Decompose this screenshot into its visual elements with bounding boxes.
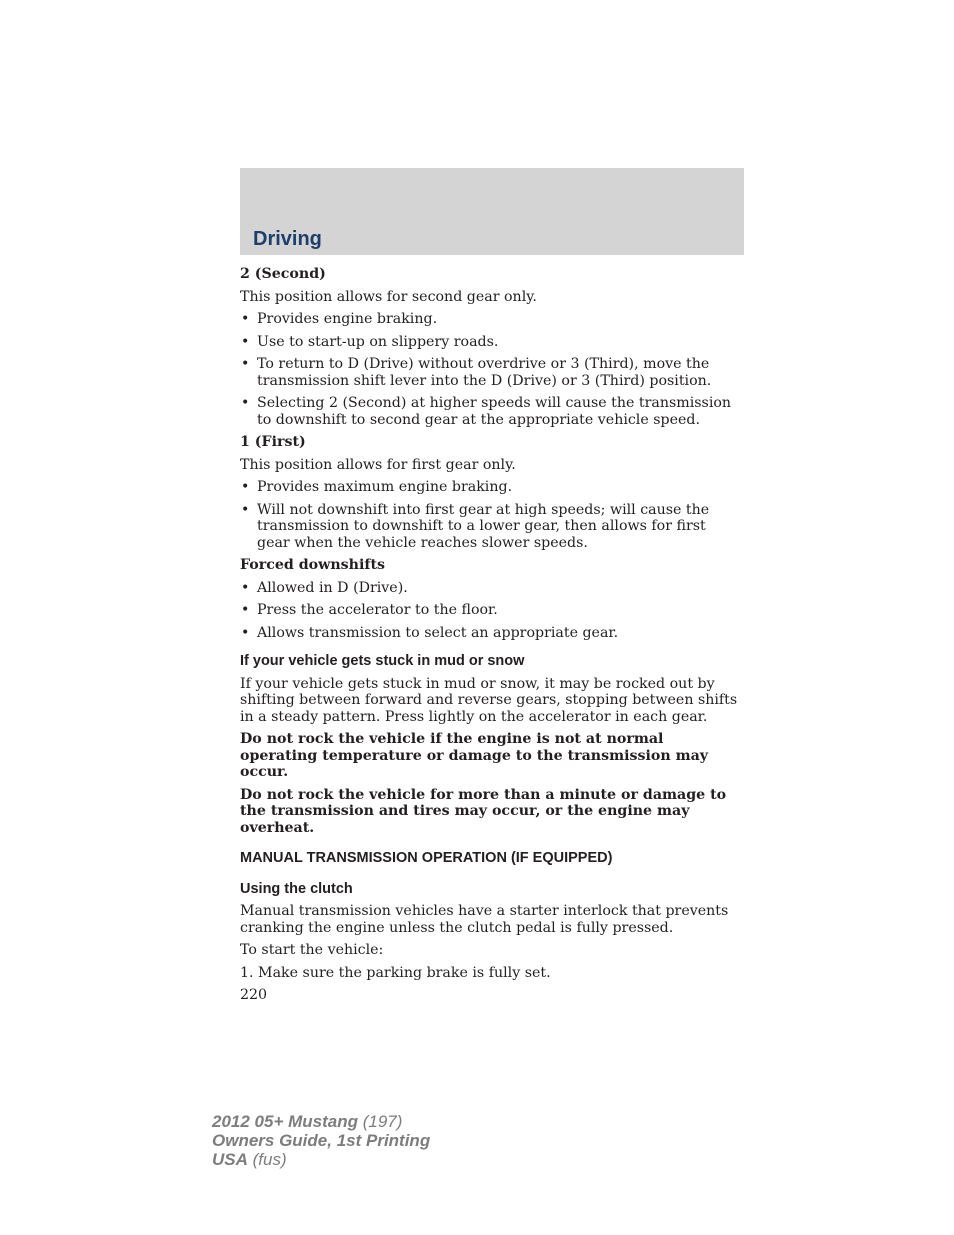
list-item: • Provides engine braking. <box>241 311 438 327</box>
list-item: • Selecting 2 (Second) at higher speeds will cause the transmission to downshift to second gear at the appropriate vehicle speed. <box>241 395 732 428</box>
document-footer <box>212 1112 430 1169</box>
footer-line-3: USA (fus) <box>212 1150 287 1169</box>
bullet-icon: • <box>241 479 250 495</box>
list-item: • Will not downshift into first gear at high speeds; will cause the transmission to downshift to a lower gear, then allows for first gear when the vehicle reaches slower speeds. <box>241 501 710 551</box>
stuck-heading: If your vehicle gets stuck in mud or snow <box>240 653 525 669</box>
first-gear-list <box>240 479 740 551</box>
bullet-icon: • <box>241 356 250 372</box>
list-item: • Provides maximum engine braking. <box>241 479 513 495</box>
first-gear-heading: 1 (First) <box>240 434 306 450</box>
bullet-icon: • <box>241 602 250 618</box>
page-number: 220 <box>240 987 268 1003</box>
using-clutch-heading: Using the clutch <box>240 880 353 897</box>
list-item: • Use to start-up on slippery roads. <box>241 333 499 350</box>
forced-downshifts-list <box>240 580 740 642</box>
bullet-icon: • <box>241 311 250 327</box>
list-item: • Allows transmission to select an appropriate gear. <box>241 624 619 641</box>
list-item: • Allowed in D (Drive). <box>241 579 408 596</box>
clutch-body: Manual transmission vehicles have a starter interlock that prevents cranking the engine unless the clutch pedal is fully pressed. <box>240 903 729 936</box>
section-header-band <box>240 168 744 255</box>
section-title: Driving <box>253 228 322 250</box>
bullet-icon: • <box>241 501 250 518</box>
footer-line-2: Owners Guide, 1st Printing <box>212 1131 431 1150</box>
forced-downshifts-heading: Forced downshifts <box>240 557 386 573</box>
bullet-icon: • <box>241 579 250 596</box>
stuck-warning-2: Do not rock the vehicle for more than a minute or damage to the transmission and tires may occur, or the engine may overheat. <box>240 786 727 836</box>
bullet-icon: • <box>241 333 250 350</box>
second-gear-list <box>240 311 740 428</box>
list-item: • Press the accelerator to the floor. <box>241 602 498 618</box>
bullet-icon: • <box>241 624 250 641</box>
second-gear-intro: This position allows for second gear only. <box>240 288 537 305</box>
manual-transmission-heading: MANUAL TRANSMISSION OPERATION (IF EQUIPPED) <box>240 850 613 866</box>
second-gear-heading: 2 (Second) <box>240 266 326 282</box>
stuck-warning-1: Do not rock the vehicle if the engine is not at normal operating temperature or damage to the transmission may occur. <box>240 731 709 780</box>
page-content <box>240 266 740 1010</box>
list-item: • To return to D (Drive) without overdrive or 3 (Third), move the transmission shift lever into the D (Drive) or 3 (Third) position. <box>241 356 712 389</box>
stuck-body: If your vehicle gets stuck in mud or snow, it may be rocked out by shifting between forward and reverse gears, stopping between shifts in a steady pattern. Press lightly on the accelerator in each gear. <box>240 675 738 725</box>
start-step-1: 1. Make sure the parking brake is fully set. <box>240 964 551 981</box>
start-vehicle-text: To start the vehicle: <box>240 942 384 958</box>
footer-line-1: 2012 05+ Mustang (197) <box>212 1112 403 1131</box>
first-gear-intro: This position allows for first gear only. <box>240 456 516 473</box>
bullet-icon: • <box>241 395 250 411</box>
